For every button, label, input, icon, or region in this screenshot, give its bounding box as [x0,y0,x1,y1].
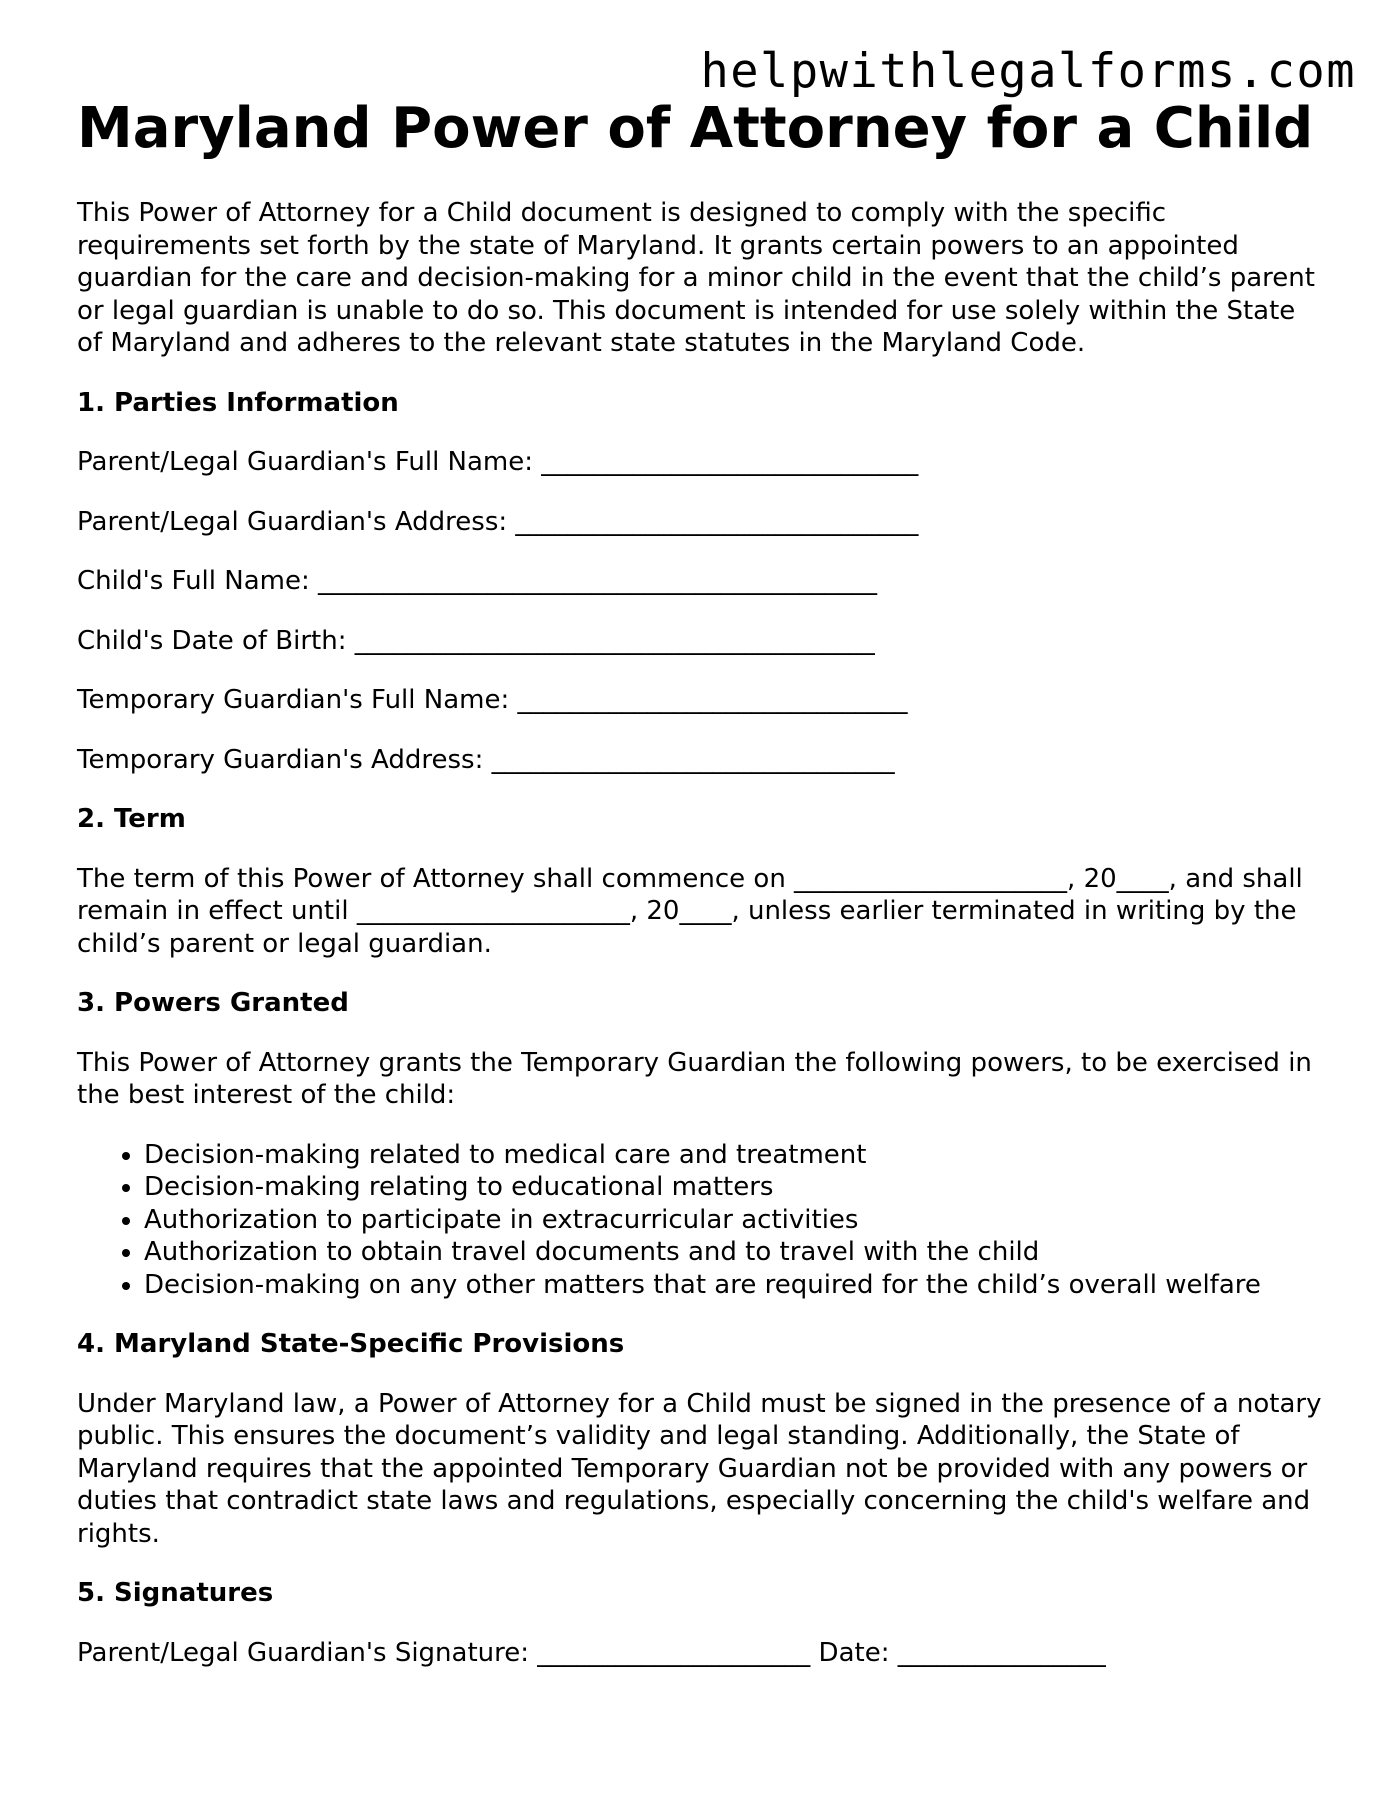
term-paragraph: The term of this Power of Attorney shall commence on _____________________, 20____, and shall remain in effect until _____________________, 20____, unless earlier terminated in writing by the child’s parent or legal guardian. [77,863,1303,959]
powers-paragraph: This Power of Attorney grants the Temporary Guardian the following powers, to be exercised in the best interest of the child: [77,1047,1312,1110]
section-heading-parties: 1. Parties Information [77,387,399,418]
intro-paragraph: This Power of Attorney for a Child document is designed to comply with the specific requirements set forth by the state of Maryland. It grants certain powers to an appointed guardian for the care and decision-making for a minor child in the event that the child’s parent or legal guardian is unable to do so. This document is intended for use solely within the State of Maryland and adheres to the relevant state statutes in the Maryland Code. [77,198,1315,358]
list-item: • Decision-making on any other matters that are required for the child’s overall welfare [144,1269,1327,1302]
section-heading-term: 2. Term [77,804,186,834]
list-item: • Authorization to obtain travel documents and to travel with the child [144,1236,1327,1269]
site-watermark: helpwithlegalforms.com [700,44,1356,99]
field-parent-signature[interactable]: Parent/Legal Guardian's Signature: _____________________ Date: ________________ [77,1637,1106,1668]
field-parent-full-name[interactable]: Parent/Legal Guardian's Full Name: _____________________________ [77,447,919,477]
list-item: • Authorization to participate in extracurricular activities [144,1204,1327,1237]
powers-list [77,1139,1327,1302]
field-temp-guardian-address[interactable]: Temporary Guardian's Address: _______________________________ [77,744,895,775]
field-child-date-of-birth[interactable]: Child's Date of Birth: ________________________________________ [77,625,875,656]
field-temp-guardian-full-name[interactable]: Temporary Guardian's Full Name: ______________________________ [77,685,908,715]
provisions-paragraph: Under Maryland law, a Power of Attorney for a Child must be signed in the presence of a notary public. This ensures the document’s validity and legal standing. Additionally, the State of Maryland requires that the appointed Temporary Guardian not be provided with any powers or duties that contradict state laws and regulations, especially concerning the child's welfare and rights. [77,1388,1322,1549]
page-title: Maryland Power of Attorney for a Child [77,96,1314,161]
list-item: • Decision-making related to medical care and treatment [144,1139,1327,1172]
field-child-full-name[interactable]: Child's Full Name: ___________________________________________ [77,566,877,596]
list-item: • Decision-making relating to educational matters [144,1171,1327,1204]
section-heading-powers: 3. Powers Granted [77,988,349,1018]
section-heading-provisions: 4. Maryland State-Specific Provisions [77,1329,625,1359]
field-parent-address[interactable]: Parent/Legal Guardian's Address: _______________________________ [77,506,919,537]
document-body [77,197,1327,1696]
section-heading-signatures: 5. Signatures [77,1578,274,1608]
